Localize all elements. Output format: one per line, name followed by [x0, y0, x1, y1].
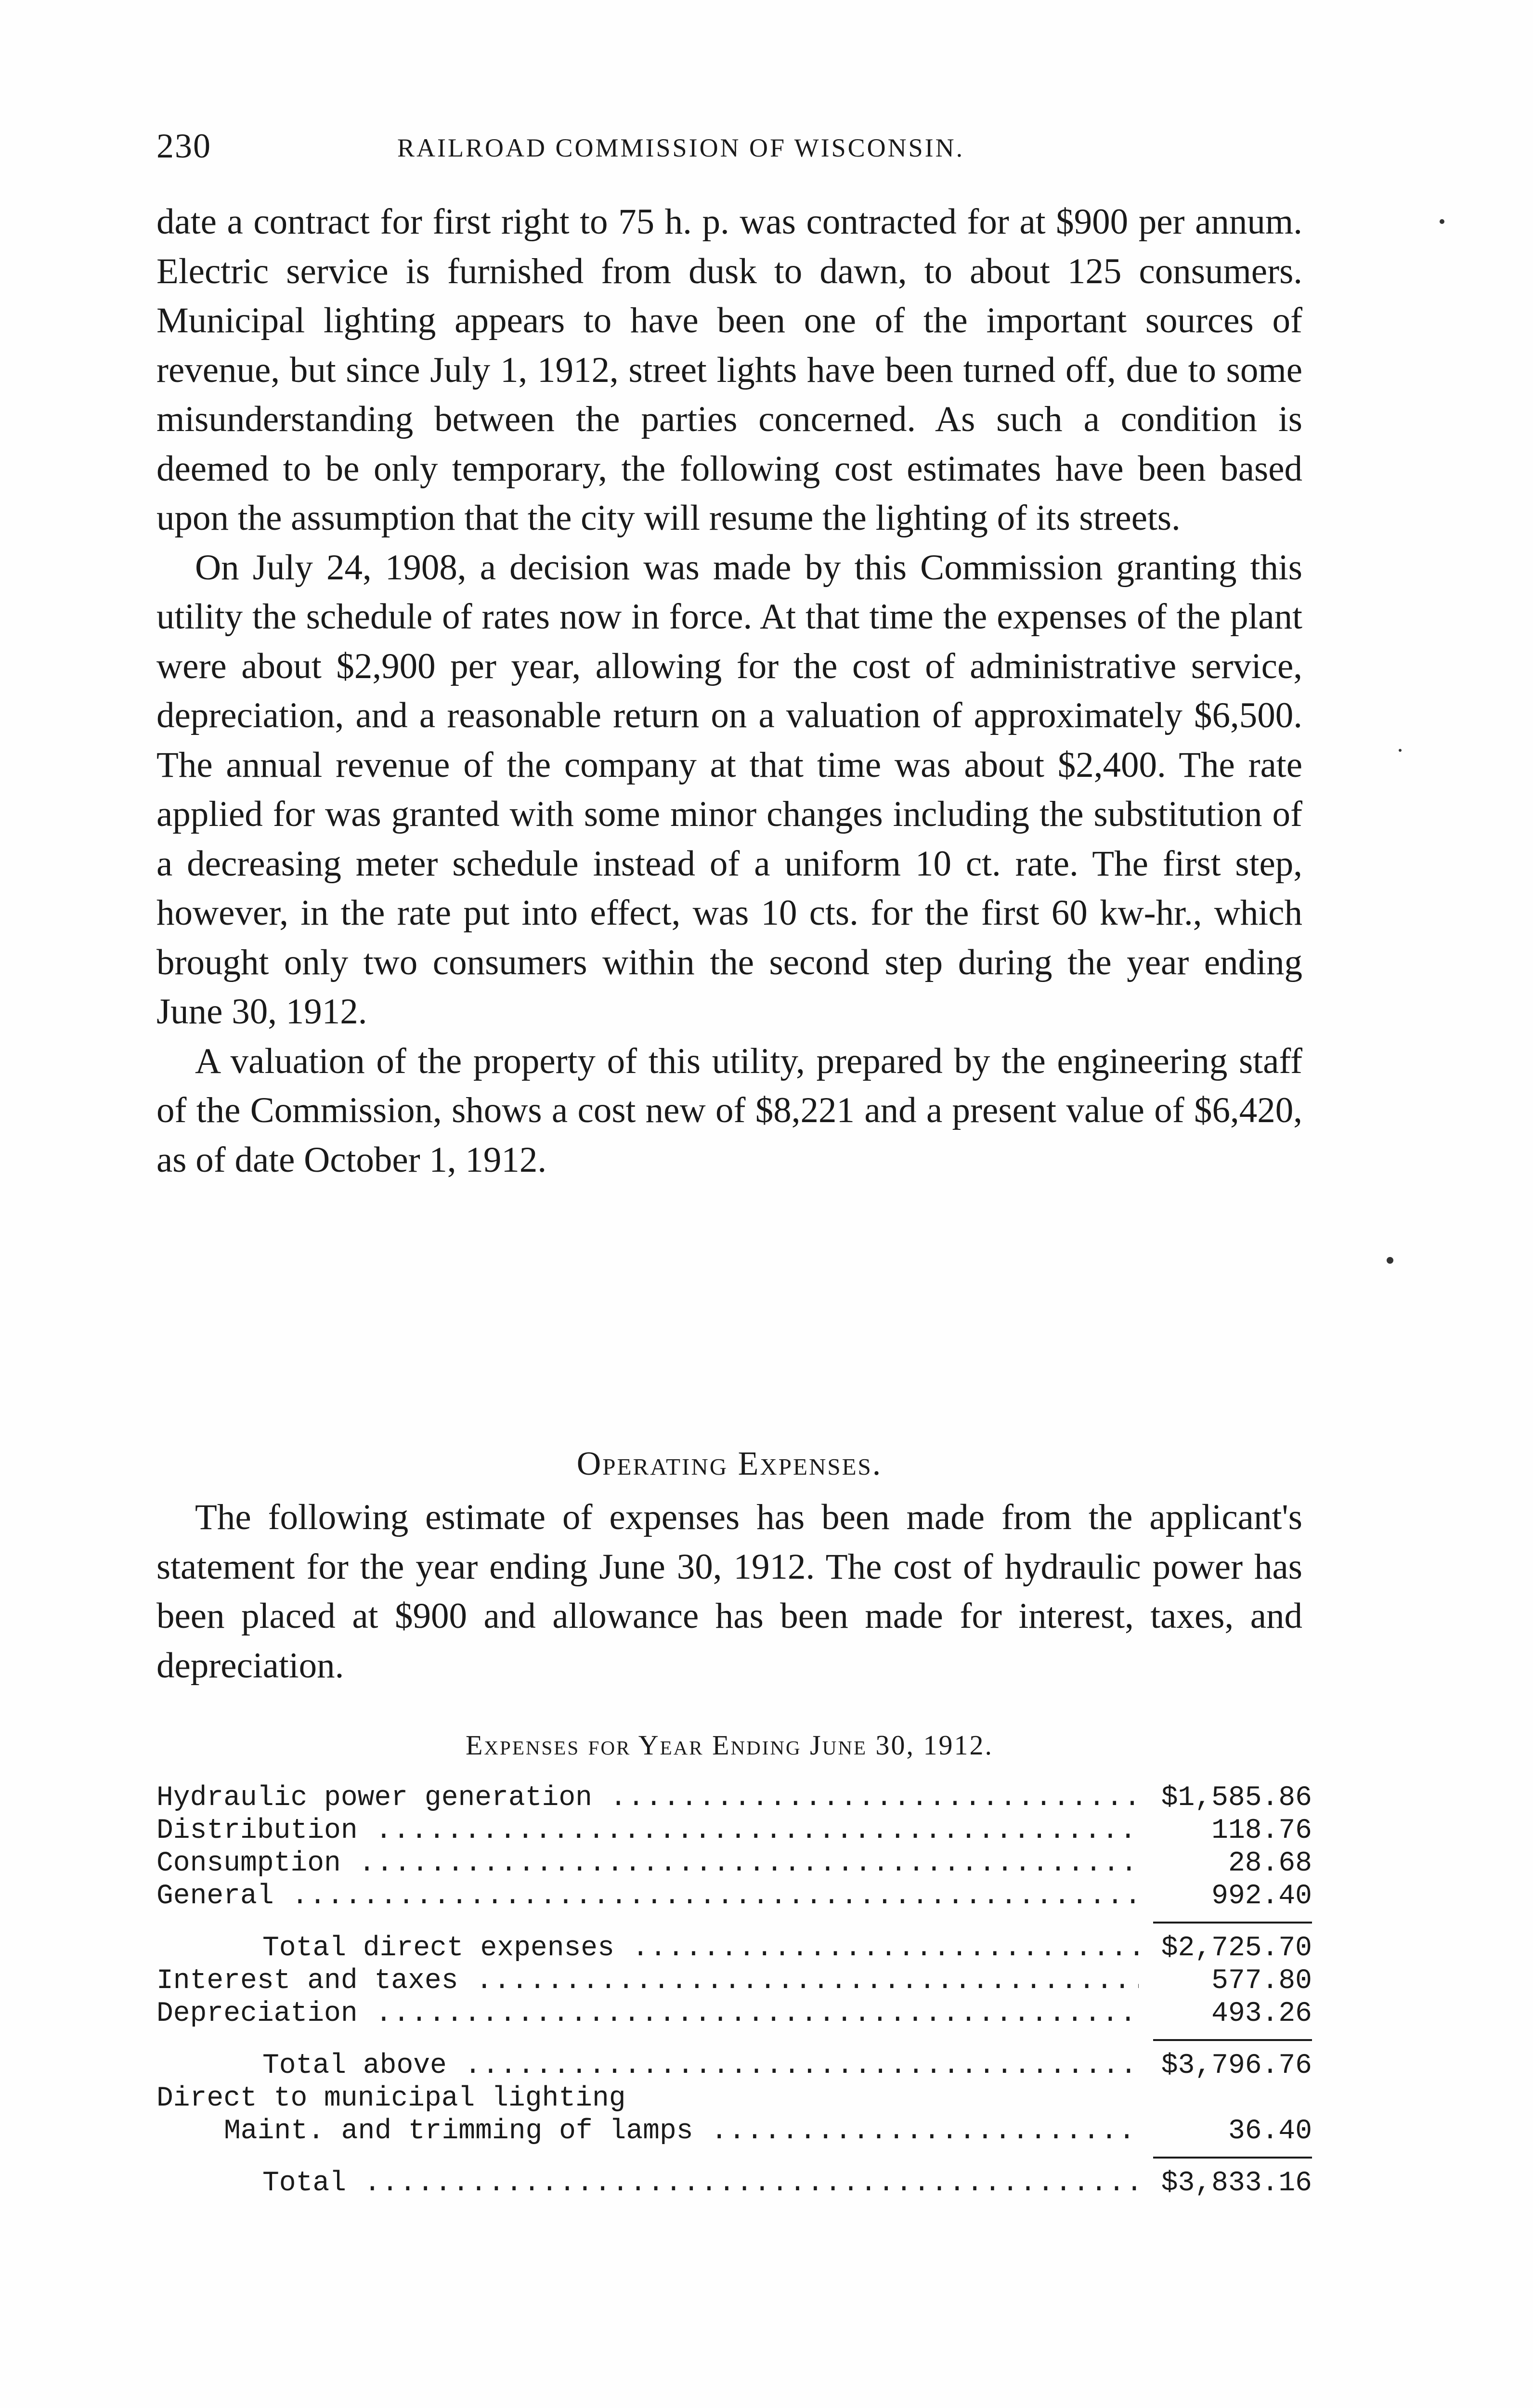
row-amount: 577.80 — [1148, 1965, 1312, 1998]
paragraph-valuation: A valuation of the property of this utility, prepared by the engineering staff of the Commission, shows a cost new of $8,221 and a present value of $6,420, as of date October 1, 1912. — [156, 1041, 1302, 1180]
section-heading: Operating Expenses. — [576, 1445, 883, 1482]
row-label: Distribution ..... — [156, 1815, 1139, 1847]
row-label: Hydraulic power generation ..... — [156, 1782, 1139, 1815]
row-label: Depreciation ..... — [156, 1998, 1139, 2030]
body-text — [156, 197, 1302, 1185]
table-row — [156, 1815, 1312, 1847]
table-row-subtotal — [156, 2050, 1312, 2082]
row-amount: 493.26 — [1148, 1998, 1312, 2030]
table-row — [156, 1965, 1312, 1998]
row-amount: $3,796.76 — [1148, 2050, 1312, 2082]
table-row — [156, 1998, 1312, 2030]
row-amount: $1,585.86 — [1148, 1782, 1312, 1815]
table-row — [156, 1847, 1312, 1880]
table-row — [156, 1782, 1312, 1815]
running-title: RAILROAD COMMISSION OF WISCONSIN. — [397, 133, 965, 162]
paragraph-contract: date a contract for first right to 75 h. p. was contracted for at $900 per annum. Electric service is furnished from dusk to dawn, to about 125 consumers. Municipal lighting appears to have been one of the important sources of revenue, but since July 1, 1912, street lights have been turned off, due to some misunderstanding between the parties concerned. As such a condition is deemed to be only temporary, the following cost estimates have been based upon the assumption that the city will resume the lighting of its streets. — [156, 202, 1302, 538]
row-amount: 992.40 — [1148, 1880, 1312, 1913]
subtotal-rule — [156, 2030, 1312, 2050]
row-amount: 36.40 — [1148, 2115, 1312, 2148]
paper-speck — [1387, 1257, 1393, 1264]
row-label: Consumption ..... — [156, 1847, 1139, 1880]
row-amount: 118.76 — [1148, 1815, 1312, 1847]
row-label: Total direct expenses ..... — [262, 1932, 1139, 1965]
table-row — [156, 1880, 1312, 1913]
table-row-total — [156, 2167, 1312, 2200]
paper-speck — [1440, 219, 1444, 224]
running-head — [156, 126, 1312, 165]
row-label: Total ..... — [262, 2167, 1139, 2200]
paragraph-decision: On July 24, 1908, a decision was made by this Commission granting this utility the schedule of rates now in force. At that time the expenses of the plant were about $2,900 per year, allowing for the cost of administrative service, depreciation, and a reasonable return on a valuation of approximately $6,500. The annual revenue of the company at that time was about $2,400. The rate applied for was granted with some minor changes including the substitution of a decreasing meter schedule instead of a uniform 10 ct. rate. The first step, however, in the rate put into effect, was 10 cts. for the first 60 kw-hr., which brought only two consumers within the second step during the year ending June 30, 1912. — [156, 547, 1302, 1032]
row-amount: 28.68 — [1148, 1847, 1312, 1880]
row-label: Total above ..... — [262, 2050, 1139, 2082]
subtotal-rule — [156, 1913, 1312, 1932]
table-row-group-label — [156, 2082, 1312, 2115]
expense-table — [156, 1782, 1312, 2200]
row-amount: $3,833.16 — [1148, 2167, 1312, 2200]
row-label: Maint. and trimming of lamps ..... — [224, 2115, 1139, 2148]
paragraph-expenses-intro: The following estimate of expenses has been made from the applicant's statement for the year ending June 30, 1912. The cost of hydraulic power has been placed at $900 and allowance has been made for interest, taxes, and depreciation. — [156, 1497, 1302, 1686]
paper-speck — [1399, 749, 1402, 752]
table-row — [156, 2115, 1312, 2148]
row-amount: $2,725.70 — [1148, 1932, 1312, 1965]
row-label: Direct to municipal lighting — [156, 2083, 626, 2114]
total-rule — [156, 2148, 1312, 2167]
section-intro — [156, 1493, 1302, 1690]
row-label: General ..... — [156, 1880, 1139, 1913]
table-caption: Expenses for Year Ending June 30, 1912. — [466, 1729, 993, 1761]
table-row-subtotal — [156, 1932, 1312, 1965]
row-label: Interest and taxes ..... — [156, 1965, 1139, 1998]
page-number: 230 — [156, 127, 211, 165]
